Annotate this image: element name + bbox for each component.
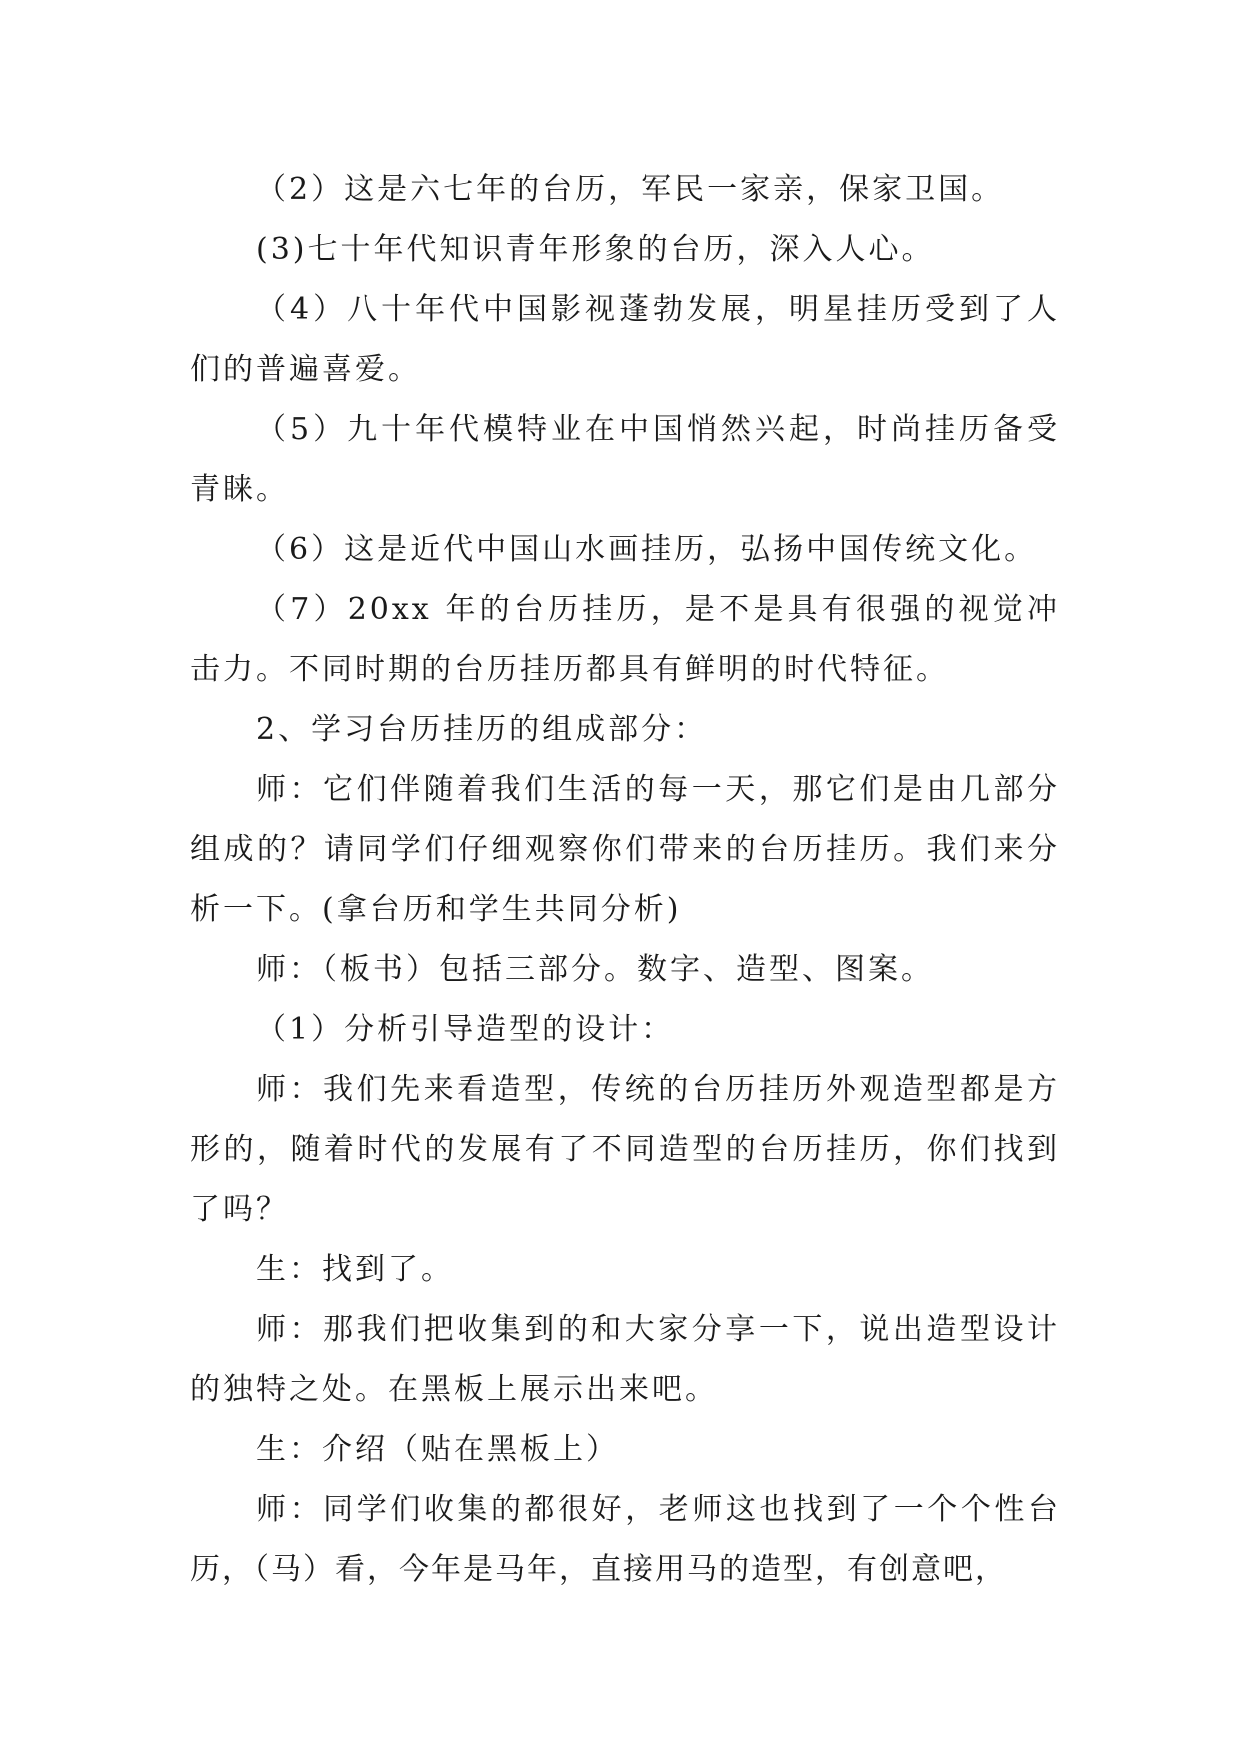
- paragraph: 生：找到了。: [256, 1252, 454, 1287]
- paragraph: 师：它们伴随着我们生活的每一天，那它们是由几部分组成的？请同学们仔细观察你们带来的台历挂历。我们来分析一下。(拿台历和学生共同分析): [190, 772, 1060, 927]
- paragraph: 师：同学们收集的都很好，老师这也找到了一个个性台历，（马）看，今年是马年，直接用马的造型，有创意吧，: [190, 1492, 1060, 1587]
- paragraph: 师：（板书）包括三部分。数字、造型、图案。: [256, 952, 934, 987]
- paragraph: (3)七十年代知识青年形象的台历，深入人心。: [256, 232, 935, 267]
- paragraph: 师：那我们把收集到的和大家分享一下，说出造型设计的独特之处。在黑板上展示出来吧。: [190, 1312, 1060, 1407]
- paragraph: （5）九十年代模特业在中国悄然兴起，时尚挂历备受青睐。: [190, 412, 1060, 507]
- paragraph: （1）分析引导造型的设计：: [256, 1012, 675, 1047]
- paragraph: 师：我们先来看造型，传统的台历挂历外观造型都是方形的，随着时代的发展有了不同造型的台历挂历，你们找到了吗？: [190, 1072, 1060, 1227]
- paragraph: （7）20xx 年的台历挂历，是不是具有很强的视觉冲击力。不同时期的台历挂历都具有鲜明的时代特征。: [190, 592, 1060, 687]
- paragraph: 2、学习台历挂历的组成部分：: [256, 712, 708, 747]
- document-body: [190, 160, 1060, 1600]
- paragraph: （4）八十年代中国影视蓬勃发展，明星挂历受到了人们的普遍喜爱。: [190, 292, 1060, 387]
- paragraph: （6）这是近代中国山水画挂历，弘扬中国传统文化。: [256, 532, 1038, 567]
- paragraph: 生：介绍（贴在黑板上）: [256, 1432, 619, 1467]
- paragraph: （2）这是六七年的台历，军民一家亲，保家卫国。: [256, 172, 1005, 207]
